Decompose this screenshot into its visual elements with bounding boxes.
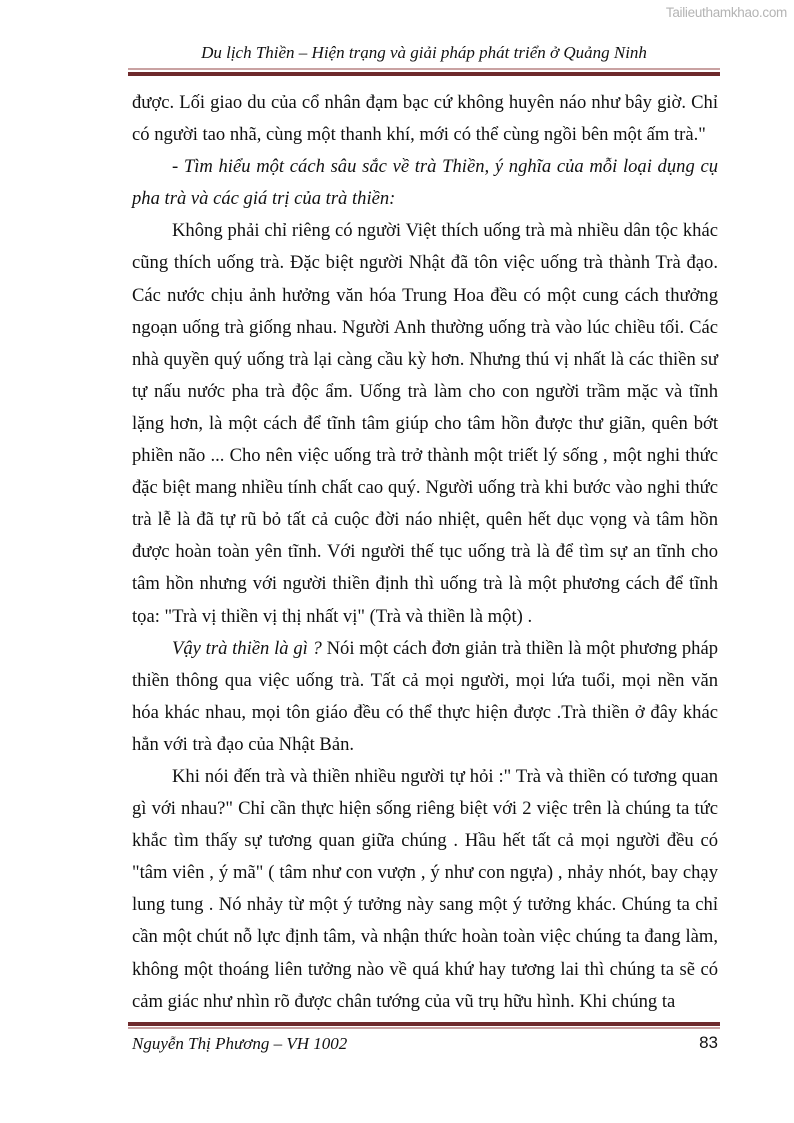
page-number: 83 [699,1033,718,1052]
paragraph-continuation: được. Lối giao du của cổ nhân đạm bạc cứ không huyên náo như bây giờ. Chỉ có người tao nhã, cùng một thanh khí, mới có thể cùng ngồi bên một ấm trà." [132,92,718,146]
footer-author: Nguyễn Thị Phương – VH 1002 [132,1034,348,1053]
paragraph: Khi nói đến trà và thiền nhiều người tự hỏi :" Trà và thiền có tương quan gì với nhau?" Chỉ cần thực hiện sống riêng biệt với 2 việc trên là chúng ta tức khắc tìm thấy sự tương quan giữa chúng . Hầu hết tất cả mọi người đều có "tâm viên , ý mã" ( tâm như con vượn , ý như con ngựa) , nhảy nhót, bay chạy lung tung . Nó nhảy từ một ý tưởng này sang một ý tưởng khác. Chúng ta chỉ cần một chút nỗ lực định tâm, và nhận thức hoàn toàn việc chúng ta đang làm, không một thoáng liên tưởng nào về quá khứ hay tương lai thì chúng ta sẽ có cảm giác như nhìn rõ được chân tướng của vũ trụ hữu hình. Khi chúng ta [132,765,718,1012]
inline-question: Vậy trà thiền là gì ? [172,637,322,659]
paragraph-text: Nói một cách đơn giản trà thiền là một phương pháp thiền thông qua việc uống trà. Tất cả mọi người, mọi lứa tuổi, mọi nền văn hóa khác nhau, mọi tôn giáo đều có thể thực hiện được .Trà thiền ở đây khác hẳn với trà đạo của Nhật Bản. [132,637,718,755]
watermark: Tailieuthamkhao.com [665,5,787,20]
header-rule-thick [128,72,720,76]
paragraph: Không phải chỉ riêng có người Việt thích uống trà mà nhiều dân tộc khác cũng thích uống trà. Đặc biệt người Nhật đã tôn việc uống trà thành Trà đạo. Các nước chịu ảnh hưởng văn hóa Trung Hoa đều có một cung cách thưởng ngoạn uống trà giống nhau. Người Anh thường uống trà vào lúc chiều tối. Các nhà quyền quý uống trà lại càng cầu kỳ hơn. Nhưng thú vị nhất là các thiền sư tự nấu nước pha trà độc ẩm. Uống trà làm cho con người trầm mặc và tĩnh lặng hơn, là một cách để tĩnh tâm giúp cho tâm hồn được thư giãn, quên bớt phiền não ... Cho nên việc uống trà trở thành một triết lý sống , một nghi thức đặc biệt mang nhiều tính chất cao quý. Người uống trà khi bước vào nghi thức trà lễ là đã tự rũ bỏ tất cả cuộc đời náo nhiệt, quên hết dục vọng và tâm hồn được hoàn toàn yên tĩnh. Với người thế tục uống trà là để tìm sự an tĩnh cho tâm hồn nhưng với người thiền định thì uống trà là một phương cách để tĩnh tọa: "Trà vị thiền vị thị nhất vị" (Trà và thiền là một) . [132,220,718,627]
header-rule-thin [128,68,720,70]
paragraph [132,633,718,761]
footer-rule-thick [128,1022,720,1026]
paragraph-subheading: - Tìm hiểu một cách sâu sắc về trà Thiền, ý nghĩa của mỗi loại dụng cụ pha trà và các giá trị của trà thiền: [132,156,718,210]
running-header: Du lịch Thiền – Hiện trạng và giải pháp phát triển ở Quảng Ninh [201,43,647,62]
footer-rule-thin [128,1027,720,1029]
page-body [132,87,718,1018]
